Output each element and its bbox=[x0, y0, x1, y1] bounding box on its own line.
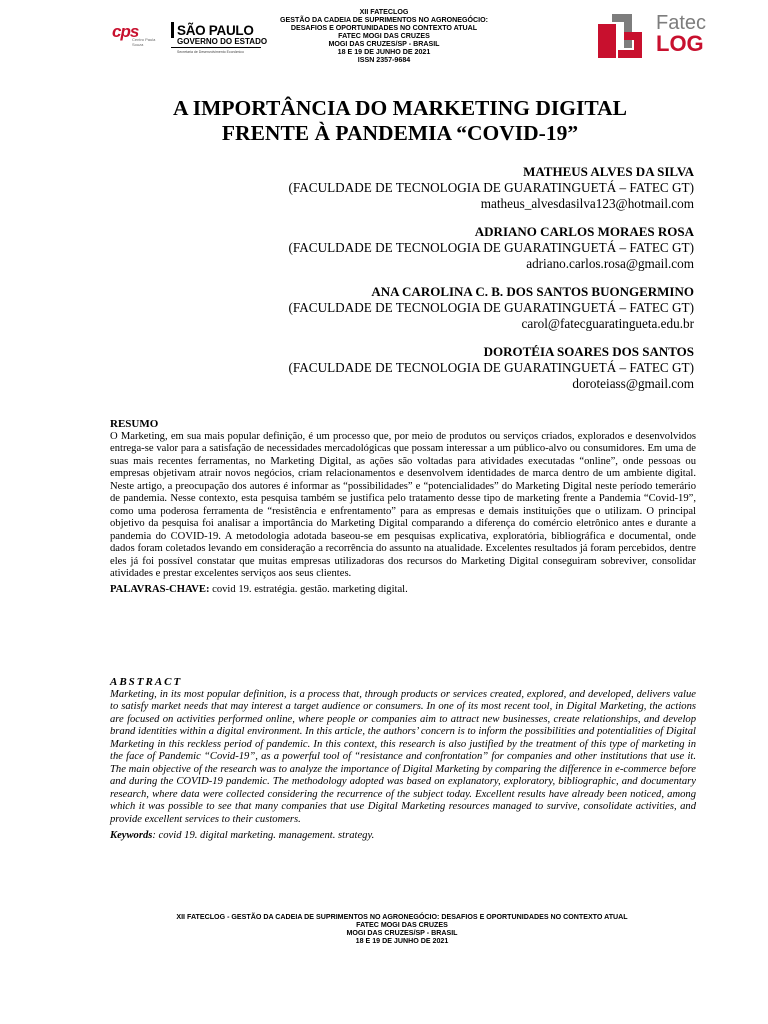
footer-line: FATEC MOGI DAS CRUZES bbox=[356, 921, 448, 929]
resumo-section bbox=[110, 418, 696, 597]
author-block bbox=[174, 224, 694, 272]
author-block bbox=[174, 344, 694, 392]
author-block bbox=[174, 284, 694, 332]
event-header-line: GESTÃO DA CADEIA DE SUPRIMENTOS NO AGRONEGÓCIO: bbox=[280, 16, 488, 24]
paper-title-line: FRENTE À PANDEMIA “COVID-19” bbox=[221, 121, 579, 145]
log-logo-word: LOG bbox=[656, 31, 704, 56]
author-name: ADRIANO CARLOS MORAES ROSA bbox=[474, 224, 694, 239]
paper-title-line: A IMPORTÂNCIA DO MARKETING DIGITAL bbox=[173, 96, 627, 120]
event-header-line: DESAFIOS E OPORTUNIDADES NO CONTEXTO ATUAL bbox=[290, 24, 478, 32]
author-block bbox=[174, 164, 694, 212]
author-affiliation: (FACULDADE DE TECNOLOGIA DE GUARATINGUETÁ – FATEC GT) bbox=[288, 360, 694, 375]
abstract-keywords bbox=[110, 830, 696, 842]
abstract-heading: ABSTRACT bbox=[110, 676, 183, 688]
author-email[interactable]: matheus_alvesdasilva123@hotmail.com bbox=[480, 196, 694, 211]
cps-logo-mark: cps bbox=[112, 22, 139, 41]
author-email[interactable]: carol@fatecguaratingueta.edu.br bbox=[521, 316, 694, 331]
author-email[interactable]: adriano.carlos.rosa@gmail.com bbox=[526, 256, 694, 271]
fatec-logo-word: Fatec bbox=[656, 12, 707, 34]
author-email[interactable]: doroteiass@gmail.com bbox=[572, 376, 694, 391]
author-affiliation: (FACULDADE DE TECNOLOGIA DE GUARATINGUETÁ – FATEC GT) bbox=[288, 300, 694, 315]
sao-paulo-logo-title: SÃO PAULO bbox=[177, 23, 254, 38]
event-header bbox=[250, 8, 518, 64]
resumo-text: O Marketing, em sua mais popular definição, é um processo que, por meio de produtos ou serviços criados, explorados e desenvolvidos entrega-se valor para a satisfação de necessidades mercadológicas que possam interessar a um público-alvo ou consumidores. Em uma de suas mais recentes ferramentas, no Marketing Digital, as ações são voltadas para atividades executadas “online”, onde pessoas ou empresas objetivam atrair novos negócios, criam relacionamentos e desenvolvem identidades de marca dentro de um ambiente digital. Neste artigo, a preocupação dos autores é informar as “possibilidades” e “potencialidades” do Marketing Digital neste período temerário de pandemia. Nesse contexto, esta pesquisa também se justifica pelo tratamento desse tipo de marketing frente a Pandemia “Covid-19”, como uma poderosa ferramenta de “resistência e enfrentamento” para as empresas e demais instituições que o utilizam. O principal objetivo da pesquisa foi analisar a importância do Marketing Digital comparando a diferença do comércio eletrônico antes e durante a pandemia do COVID-19. A metodologia adotada baseou-se em pesquisas explicativa, exploratória, bibliográfica e documental, onde dados foram coletados levando em consideração a recorrência do assunto na atualidade. Excelentes resultados já foram percebidos, dentre eles já foi possível constatar que muitas empresas utilizadoras dos recursos do Marketing Digital conseguiram sobreviver, consolidar atividades e prestar excelentes serviços aos seus clientes. bbox=[110, 431, 696, 579]
abstract-keywords-text: : covid 19. digital marketing. management. strategy. bbox=[152, 829, 375, 841]
footer-line: XII FATECLOG - GESTÃO DA CADEIA DE SUPRIMENTOS NO AGRONEGÓCIO: DESAFIOS E OPORTUNIDADES NO CONTEXTO ATUAL bbox=[176, 913, 628, 921]
event-header-line: MOGI DAS CRUZES/SP - BRASIL bbox=[328, 40, 440, 48]
abstract-keywords-label: Keywords bbox=[110, 829, 153, 841]
cps-logo-subtitle: Centro Paula Souza bbox=[132, 37, 156, 47]
author-affiliation: (FACULDADE DE TECNOLOGIA DE GUARATINGUETÁ – FATEC GT) bbox=[288, 180, 694, 195]
event-header-line: 18 E 19 DE JUNHO DE 2021 bbox=[337, 48, 431, 56]
resumo-keywords-label: PALAVRAS-CHAVE: bbox=[110, 584, 210, 596]
footer-line: MOGI DAS CRUZES/SP - BRASIL bbox=[346, 929, 458, 937]
resumo-keywords-text: covid 19. estratégia. gestão. marketing digital. bbox=[209, 584, 408, 596]
event-header-line: XII FATECLOG bbox=[359, 8, 409, 16]
cps-logo bbox=[112, 22, 164, 52]
resumo-keywords bbox=[110, 584, 696, 596]
author-name: ANA CAROLINA C. B. DOS SANTOS BUONGERMINO bbox=[371, 284, 694, 299]
author-affiliation: (FACULDADE DE TECNOLOGIA DE GUARATINGUETÁ – FATEC GT) bbox=[288, 240, 694, 255]
fatec-log-mark-icon bbox=[598, 14, 642, 58]
sao-paulo-logo-subtitle: GOVERNO DO ESTADO bbox=[177, 37, 268, 46]
sao-paulo-logo-divider bbox=[171, 47, 261, 48]
author-list bbox=[174, 164, 694, 404]
event-header-line: ISSN 2357-9684 bbox=[357, 56, 411, 64]
page-footer bbox=[112, 913, 692, 945]
fatec-log-logo bbox=[598, 12, 710, 58]
abstract-section bbox=[110, 676, 696, 842]
abstract-text: Marketing, in its most popular definition, is a process that, through products or services created, explored, and developed, delivers value to satisfy market needs that may interest a target audience or consumers. In one of its most recent tool, in Digital Marketing, the actions are focused on activities performed online, where people or companies aim to attract new businesses, create relationships, and develop brand identities within a digital environment. In this article, the authors’ concern is to inform the possibilities and potentialities of Digital Marketing in this reckless period of pandemic. In this context, this research is also justified by the treatment of this type of marketing in the face of Pandemic “Covid-19”, as a powerful tool of “resistance and confrontation” for companies and other institutions that use it. The main objective of the research was to analyze the importance of Digital Marketing by comparing the difference in e-commerce before and during the COVID-19 pandemic. The methodology adopted was based on explanatory, exploratory, bibliographic, and documentary research, where data were collected considering the recurrence of the subject today. Excellent results have already been noticed, among which it was possible to see that many companies that use Digital Marketing resources managed to survive, consolidate activities, and provide excellent services to their customers. bbox=[110, 689, 696, 825]
footer-line: 18 E 19 DE JUNHO DE 2021 bbox=[355, 937, 449, 945]
resumo-heading: RESUMO bbox=[110, 418, 159, 430]
sao-paulo-logo-caption: Secretaria de Desenvolvimento Econômico bbox=[177, 50, 244, 54]
event-header-line: FATEC MOGI DAS CRUZES bbox=[338, 32, 430, 40]
author-name: MATHEUS ALVES DA SILVA bbox=[523, 164, 694, 179]
author-name: DOROTÉIA SOARES DOS SANTOS bbox=[483, 344, 694, 359]
paper-title bbox=[60, 96, 740, 146]
